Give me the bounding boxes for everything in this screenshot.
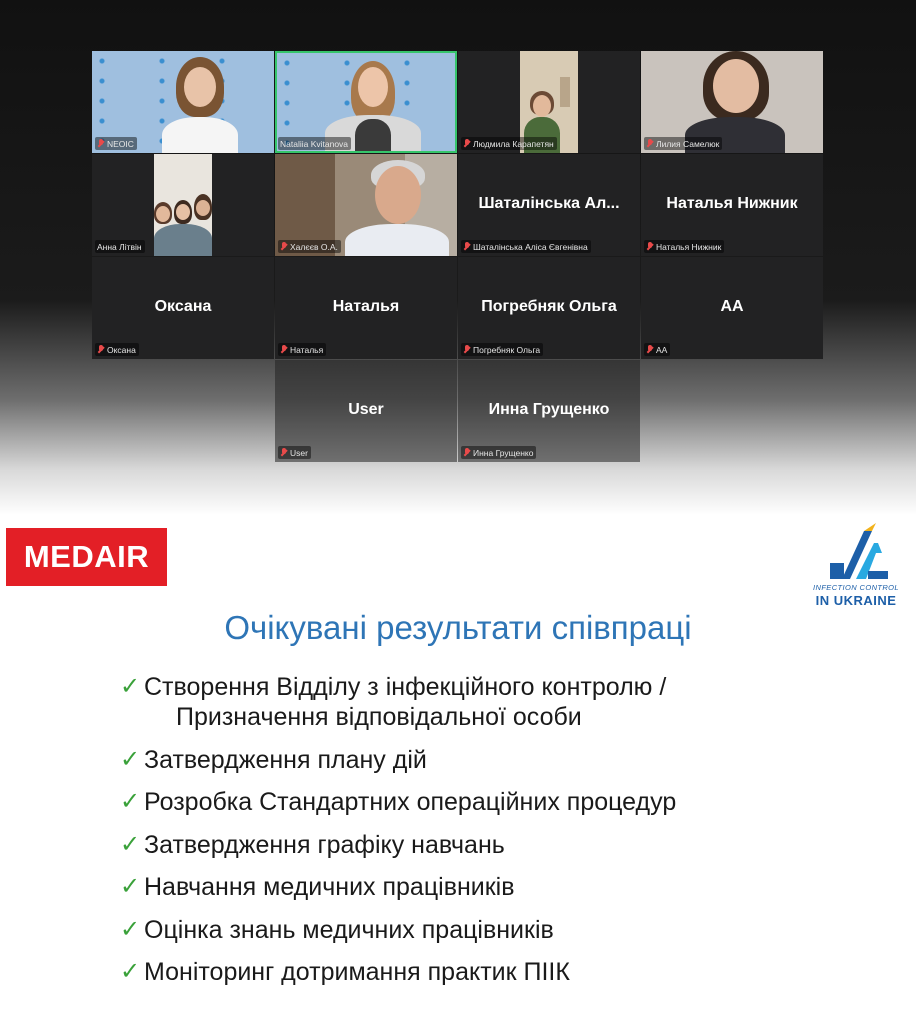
participant-tile-oksana[interactable] bbox=[92, 257, 274, 359]
participant-name: Людмила Карапетян bbox=[473, 138, 554, 149]
mic-muted-icon bbox=[463, 139, 471, 148]
ic-logo-mark-icon bbox=[816, 523, 896, 583]
participant-tile-neoic[interactable] bbox=[92, 51, 274, 153]
list-item-text: Розробка Стандартних операційних процедур bbox=[144, 788, 677, 816]
participant-name-label bbox=[95, 343, 139, 356]
mic-muted-icon bbox=[97, 345, 105, 354]
mic-muted-icon bbox=[646, 345, 654, 354]
participant-display-name: Наталья bbox=[332, 298, 400, 315]
mic-muted-icon bbox=[646, 242, 654, 251]
participant-name-label bbox=[461, 446, 536, 459]
participant-name-label bbox=[95, 240, 145, 253]
participant-name: Анна Лiтвiн bbox=[97, 241, 142, 252]
list-item bbox=[120, 957, 820, 987]
participant-name-label bbox=[461, 137, 557, 150]
list-item-text: Навчання медичних працівників bbox=[144, 873, 515, 901]
participant-name-label bbox=[644, 240, 724, 253]
participant-name-label bbox=[278, 343, 326, 356]
list-item-text: Затвердження плану дій bbox=[144, 745, 427, 774]
participant-name: Шаталінська Аліса Євгенівна bbox=[473, 241, 588, 252]
participant-display-name: Инна Грущенко bbox=[488, 401, 610, 418]
participant-name-label bbox=[461, 343, 543, 356]
participant-tile-khaleev[interactable] bbox=[275, 154, 457, 256]
list-item bbox=[120, 915, 820, 945]
participant-name-label bbox=[644, 137, 722, 150]
mic-muted-icon bbox=[280, 345, 288, 354]
participant-name: Халєєв О.А. bbox=[290, 241, 338, 252]
list-item-text-continued: Призначення відповідальної особи bbox=[176, 703, 582, 731]
participant-name: Nataliia Kvitanova bbox=[280, 138, 349, 149]
check-icon: ✓ bbox=[120, 745, 141, 773]
participant-name-label bbox=[95, 137, 137, 150]
participant-name-label bbox=[644, 343, 670, 356]
participant-name: Погребняк Ольга bbox=[473, 344, 541, 355]
participant-name: Наталья bbox=[290, 344, 324, 355]
participant-display-name: Погребняк Ольга bbox=[481, 298, 617, 315]
mic-muted-icon bbox=[280, 242, 288, 251]
participant-name-label bbox=[278, 446, 311, 459]
participant-display-name: User bbox=[348, 401, 384, 418]
participant-tile-shatalinska[interactable] bbox=[458, 154, 640, 256]
participant-display-name: АА bbox=[720, 298, 744, 315]
participant-tile-pogrebnyak[interactable] bbox=[458, 257, 640, 359]
mic-muted-icon bbox=[463, 345, 471, 354]
participant-display-name: Оксана bbox=[154, 298, 212, 315]
ic-logo-country: IN UKRAINE bbox=[815, 593, 897, 608]
mic-muted-icon bbox=[97, 139, 105, 148]
mic-muted-icon bbox=[280, 448, 288, 457]
slide-title: Очікувані результати співпраці bbox=[224, 609, 692, 646]
participant-name-label bbox=[461, 240, 591, 253]
participant-name: User bbox=[290, 447, 308, 458]
expected-results-list bbox=[120, 672, 820, 1000]
check-icon: ✓ bbox=[120, 958, 141, 985]
participant-tile-karapetyan[interactable] bbox=[458, 51, 640, 153]
participant-name-label bbox=[278, 240, 341, 253]
ic-logo-tagline: INFECTION CONTROL bbox=[813, 583, 899, 592]
check-icon: ✓ bbox=[120, 830, 141, 858]
participant-name: Оксана bbox=[107, 344, 136, 355]
participant-tile-samelyuk[interactable] bbox=[641, 51, 823, 153]
list-item bbox=[120, 830, 820, 860]
participant-tile-grushchenko[interactable] bbox=[458, 360, 640, 462]
participant-tile-litvin[interactable] bbox=[92, 154, 274, 256]
mic-muted-icon bbox=[463, 448, 471, 457]
list-item-text: Створення Відділу з інфекційного контролю / bbox=[144, 673, 667, 701]
list-item bbox=[120, 745, 820, 775]
participant-name: Наталья Нижник bbox=[656, 241, 722, 252]
participant-display-name: Шаталінська Ал... bbox=[478, 195, 620, 212]
participant-name: АА bbox=[656, 344, 668, 355]
medair-logo bbox=[6, 528, 167, 586]
participant-tile-kvitanova[interactable] bbox=[275, 51, 457, 153]
check-icon: ✓ bbox=[120, 915, 141, 943]
participant-tile-nizhnik[interactable] bbox=[641, 154, 823, 256]
presentation-slide bbox=[0, 515, 916, 1024]
check-icon: ✓ bbox=[120, 673, 141, 700]
participant-name: Лилия Самелюк bbox=[656, 138, 720, 149]
infection-control-ukraine-logo bbox=[800, 523, 912, 613]
participant-name: NEOIC bbox=[107, 138, 134, 149]
list-item bbox=[120, 872, 820, 902]
list-item-text: Моніторинг дотримання практик ПІІК bbox=[144, 958, 570, 986]
check-icon: ✓ bbox=[120, 788, 141, 815]
participant-display-name: Наталья Нижник bbox=[666, 195, 798, 212]
list-item-text: Затвердження графіку навчань bbox=[144, 830, 505, 859]
participant-tile-natalia[interactable] bbox=[275, 257, 457, 359]
mic-muted-icon bbox=[646, 139, 654, 148]
check-icon: ✓ bbox=[120, 873, 141, 900]
list-item bbox=[120, 672, 820, 732]
medair-logo-text: MEDAIR bbox=[23, 539, 150, 574]
mic-muted-icon bbox=[463, 242, 471, 251]
list-item bbox=[120, 787, 820, 817]
participant-tile-aa[interactable] bbox=[641, 257, 823, 359]
participant-tile-user[interactable] bbox=[275, 360, 457, 462]
list-item-text: Оцінка знань медичних працівників bbox=[144, 915, 554, 944]
participant-name: Инна Грущенко bbox=[473, 447, 534, 458]
participant-name-label bbox=[278, 137, 351, 150]
video-feed bbox=[154, 154, 212, 256]
